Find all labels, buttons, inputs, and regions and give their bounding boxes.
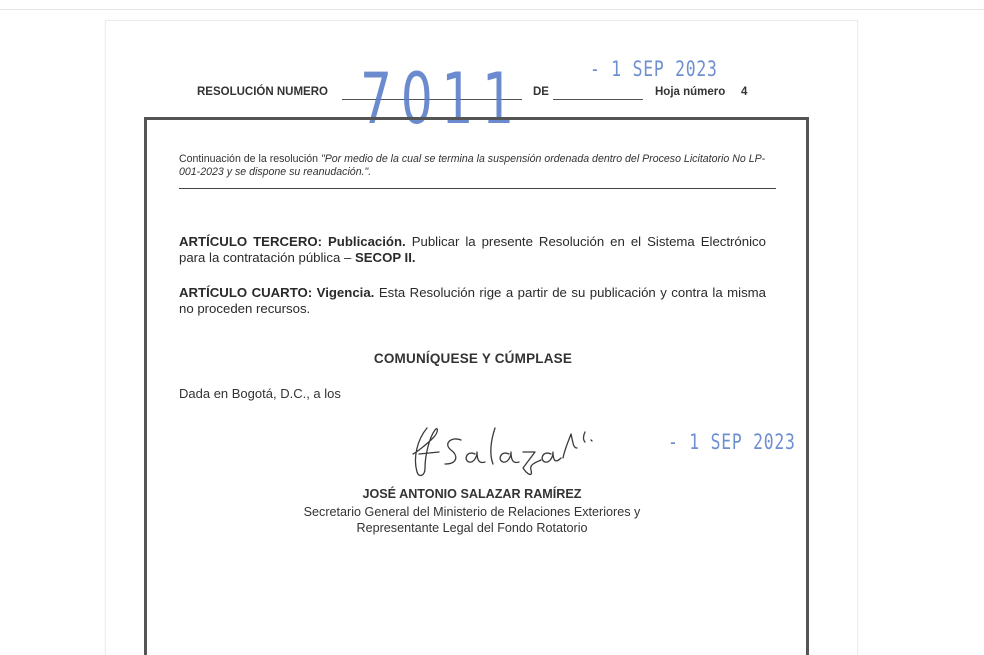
article-tercero (179, 234, 766, 266)
article-text: Esta Resolución rige a partir de su publicación y contra la misma no proceden recursos. (179, 285, 766, 316)
continuation-prefix: Continuación de la resolución (179, 153, 321, 165)
continuation-note (179, 153, 775, 179)
comuniquese-text: COMUNÍQUESE Y CÚMPLASE (373, 351, 573, 366)
dada-en-text: Dada en Bogotá, D.C., a los (179, 386, 341, 401)
article-title: Publicación. (328, 234, 406, 249)
signatory-title-line-1: Secretario General del Ministerio de Relaciones Exteriores y (303, 505, 641, 519)
date-line (553, 99, 643, 100)
article-text: Publicar la presente Resolución en el Sistema Electrónico para la contratación pública – (179, 234, 766, 265)
signatory-title-line-2: Representante Legal del Fondo Rotatorio (356, 521, 588, 535)
article-bold-tail: SECOP II. (354, 250, 416, 265)
closing-date-stamp: - 1 SEP 2023 (668, 430, 796, 454)
resolution-number-stamp: 7011 (360, 58, 523, 140)
article-heading: ARTÍCULO CUARTO: (179, 285, 313, 300)
article-cuarto (179, 285, 766, 317)
hoja-label: Hoja número (655, 86, 726, 98)
article-heading: ARTÍCULO TERCERO: (179, 234, 322, 249)
de-label: DE (533, 86, 549, 98)
handwritten-signature (405, 418, 605, 480)
signatory-name: JOSÉ ANTONIO SALAZAR RAMÍREZ (362, 487, 582, 501)
resolucion-label: RESOLUCIÓN NUMERO (197, 86, 328, 98)
continuation-rule (179, 188, 776, 189)
continuation-quote: "Por medio de la cual se termina la suspensión ordenada dentro del Proceso Licitatorio No LP-001-2023 y se dispone su reanudación.". (179, 153, 766, 178)
article-title: Vigencia. (316, 285, 375, 300)
header-date-stamp: - 1 SEP 2023 (590, 57, 718, 81)
comuniquese-heading (0, 351, 984, 366)
hoja-number: 4 (741, 86, 748, 98)
viewer-top-bar (0, 0, 984, 10)
